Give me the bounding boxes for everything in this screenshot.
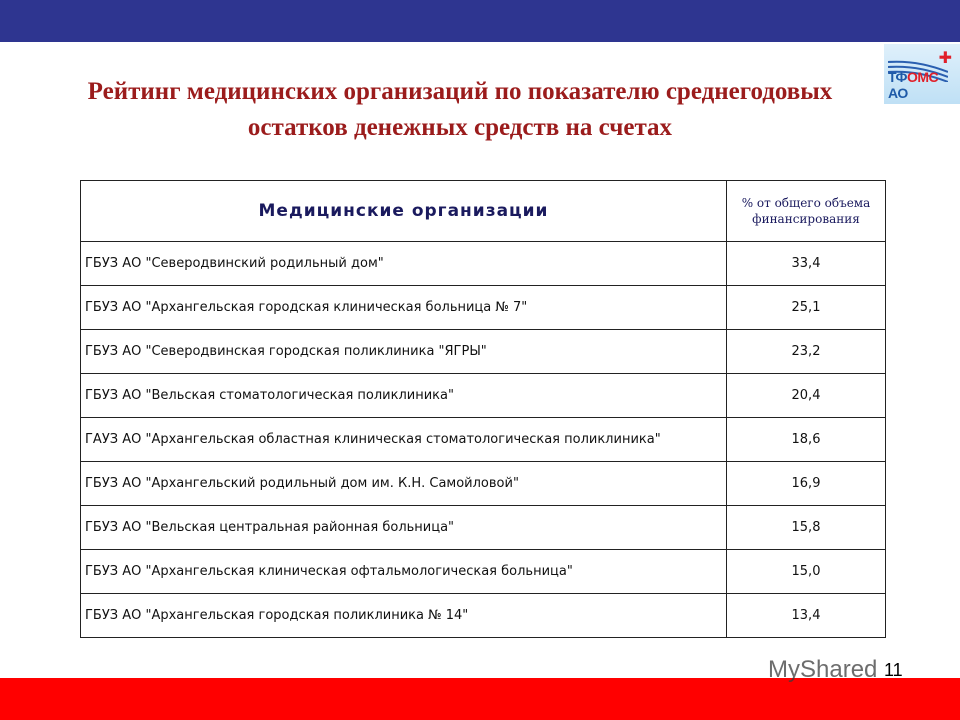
page-title: Рейтинг медицинских организаций по показателю среднегодовых остатков денежных средств на счетах [87, 78, 833, 141]
table-row [81, 374, 886, 418]
table-row [81, 462, 886, 506]
top-band [0, 0, 960, 42]
table-row [81, 418, 886, 462]
ranking-table [80, 180, 886, 638]
organization-name: ГБУЗ АО "Северодвинский родильный дом" [81, 242, 727, 286]
percent-value: 25,1 [727, 286, 886, 330]
bottom-band [0, 678, 960, 720]
table-row [81, 286, 886, 330]
watermark: MyShared [768, 656, 878, 683]
header-organizations: Медицинские организации [81, 181, 727, 242]
organization-name: ГБУЗ АО "Архангельская городская поликлиника № 14" [81, 594, 727, 638]
percent-value: 20,4 [727, 374, 886, 418]
tfoms-logo [884, 44, 960, 104]
medical-cross-icon: ✚ [938, 48, 952, 67]
organization-name: ГБУЗ АО "Вельская центральная районная больница" [81, 506, 727, 550]
percent-value: 15,0 [727, 550, 886, 594]
organization-name: ГБУЗ АО "Вельская стоматологическая поликлиника" [81, 374, 727, 418]
organization-name: ГАУЗ АО "Архангельская областная клиническая стоматологическая поликлиника" [81, 418, 727, 462]
organization-name: ГБУЗ АО "Архангельская городская клиническая больница № 7" [81, 286, 727, 330]
percent-value: 15,8 [727, 506, 886, 550]
organization-name: ГБУЗ АО "Архангельская клиническая офтальмологическая больница" [81, 550, 727, 594]
table-row [81, 506, 886, 550]
percent-value: 13,4 [727, 594, 886, 638]
percent-value: 18,6 [727, 418, 886, 462]
organization-name: ГБУЗ АО "Северодвинская городская поликлиника "ЯГРЫ" [81, 330, 727, 374]
table-row [81, 594, 886, 638]
percent-value: 23,2 [727, 330, 886, 374]
percent-value: 16,9 [727, 462, 886, 506]
logo-text: ТФОМС АО [888, 69, 939, 101]
table-row [81, 330, 886, 374]
organization-name: ГБУЗ АО "Архангельский родильный дом им. К.Н. Самойловой" [81, 462, 727, 506]
header-percent: % от общего объема финансирования [727, 181, 886, 242]
percent-value: 33,4 [727, 242, 886, 286]
page-number: 11 [884, 660, 903, 680]
table-row [81, 242, 886, 286]
table-row [81, 550, 886, 594]
